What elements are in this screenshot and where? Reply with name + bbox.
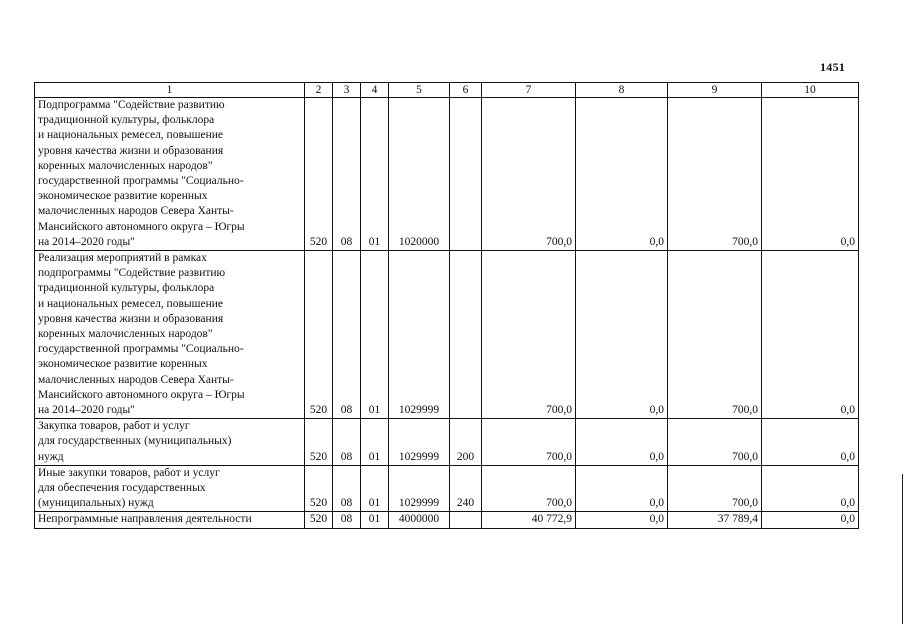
table-row [35,251,859,419]
description-line: Непрограммные направления деятельности [38,513,252,526]
row-description [35,419,305,466]
description-line: Реализация мероприятий в рамках [38,252,207,265]
page-number: 1451 [820,60,846,74]
cell-amount-total-2: 700,0 [668,419,762,466]
description-line: экономическое развитие коренных [38,190,208,203]
description-line: традиционной культуры, фольклора [38,114,215,127]
column-header: 10 [762,83,859,98]
row-description [35,98,305,251]
cell-amount-federal-2: 0,0 [762,419,859,466]
column-header: 5 [389,83,450,98]
cell-ministry-code: 520 [305,98,333,251]
column-header: 7 [482,83,576,98]
cell-amount-total-2: 700,0 [668,251,762,419]
cell-amount-federal: 0,0 [576,98,668,251]
description-line: уровня качества жизни и образования [38,312,224,325]
column-header: 3 [333,83,361,98]
table-row [35,419,859,466]
cell-target-article: 1029999 [389,465,450,512]
description-line: малочисленных народов Севера Ханты- [38,373,234,386]
cell-section-code: 08 [333,251,361,419]
table-row [35,98,859,251]
description-line: Мансийского автономного округа – Югры [38,220,245,233]
description-line: для государственных (муниципальных) [38,435,232,448]
cell-target-article: 1029999 [389,251,450,419]
row-description [35,512,305,528]
cell-section-code: 08 [333,419,361,466]
column-header: 6 [450,83,482,98]
description-line: для обеспечения государственных [38,482,206,495]
description-line: экономическое развитие коренных [38,358,208,371]
cell-section-code: 08 [333,512,361,528]
column-header: 9 [668,83,762,98]
description-line: и национальных ремесел, повышение [38,297,223,310]
cell-amount-total: 700,0 [482,251,576,419]
column-header: 1 [35,83,305,98]
cell-subsection-code: 01 [361,512,389,528]
cell-amount-federal: 0,0 [576,465,668,512]
description-line: Подпрограмма "Содействие развитию [38,99,225,111]
cell-subsection-code: 01 [361,419,389,466]
cell-amount-total: 40 772,9 [482,512,576,528]
row-description [35,251,305,419]
description-line: коренных малочисленных народов" [38,328,213,341]
description-line: традиционной культуры, фольклора [38,282,215,295]
description-line: и национальных ремесел, повышение [38,129,223,142]
description-line: государственной программы "Социально- [38,343,244,356]
cell-amount-total: 700,0 [482,98,576,251]
description-line: подпрограммы "Содействие развитию [38,267,226,280]
description-line: на 2014–2020 годы" [38,235,135,248]
scan-artifact-top [30,14,900,16]
cell-expense-type [450,98,482,251]
description-line: государственной программы "Социально- [38,175,244,188]
description-line: (муниципальных) нужд [38,497,154,510]
description-line: Иные закупки товаров, работ и услуг [38,466,220,479]
column-header: 8 [576,83,668,98]
table-row [35,512,859,528]
description-line: нужд [38,450,64,463]
row-description [35,465,305,512]
cell-amount-federal-2: 0,0 [762,251,859,419]
cell-subsection-code: 01 [361,98,389,251]
column-header: 2 [305,83,333,98]
cell-target-article: 4000000 [389,512,450,528]
cell-ministry-code: 520 [305,465,333,512]
cell-expense-type [450,251,482,419]
cell-amount-federal: 0,0 [576,419,668,466]
scan-edge-line [902,474,903,624]
cell-amount-federal-2: 0,0 [762,465,859,512]
cell-amount-federal: 0,0 [576,251,668,419]
cell-subsection-code: 01 [361,251,389,419]
table-row [35,465,859,512]
description-line: на 2014–2020 годы" [38,404,135,417]
cell-amount-federal: 0,0 [576,512,668,528]
cell-target-article: 1020000 [389,98,450,251]
cell-subsection-code: 01 [361,465,389,512]
cell-section-code: 08 [333,98,361,251]
cell-expense-type: 240 [450,465,482,512]
cell-amount-federal-2: 0,0 [762,512,859,528]
cell-target-article: 1029999 [389,419,450,466]
budget-table [34,82,859,529]
cell-section-code: 08 [333,465,361,512]
description-line: коренных малочисленных народов" [38,159,213,172]
description-line: Мансийского автономного округа – Югры [38,388,245,401]
cell-expense-type: 200 [450,419,482,466]
cell-ministry-code: 520 [305,512,333,528]
cell-amount-total-2: 700,0 [668,465,762,512]
description-line: Закупка товаров, работ и услуг [38,420,190,433]
cell-expense-type [450,512,482,528]
cell-amount-federal-2: 0,0 [762,98,859,251]
column-header: 4 [361,83,389,98]
cell-amount-total-2: 37 789,4 [668,512,762,528]
cell-ministry-code: 520 [305,251,333,419]
description-line: уровня качества жизни и образования [38,144,224,157]
cell-amount-total: 700,0 [482,419,576,466]
cell-amount-total: 700,0 [482,465,576,512]
table-header-row [35,83,859,98]
cell-amount-total-2: 700,0 [668,98,762,251]
description-line: малочисленных народов Севера Ханты- [38,205,234,218]
cell-ministry-code: 520 [305,419,333,466]
